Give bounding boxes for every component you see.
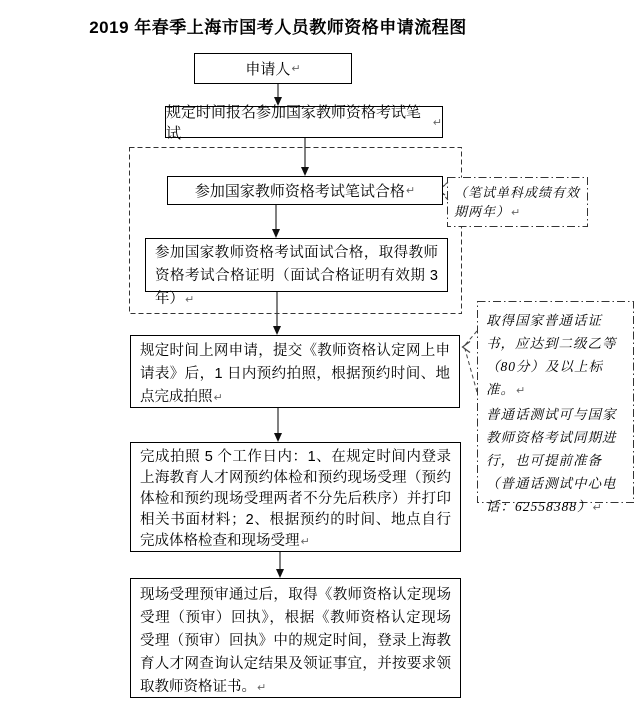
note-written-score-validity xyxy=(447,177,588,227)
arrowhead-written-to-interview xyxy=(272,229,280,238)
flow-box-appointments-within-5-days xyxy=(130,442,461,552)
flow-box-collect-certificate xyxy=(130,578,461,698)
paragraph-mark-icon: ↵ xyxy=(405,184,416,197)
flow-box-online-application xyxy=(130,335,460,408)
note-mandarin-certificate xyxy=(477,301,634,514)
paragraph-mark-icon: ↵ xyxy=(516,384,527,397)
note-paragraph xyxy=(486,403,625,519)
paragraph-mark-icon: ↵ xyxy=(213,391,223,404)
flow-step-text: 申请人 xyxy=(245,61,291,78)
flow-box-register-written-exam xyxy=(165,104,443,142)
flow-step-text: 参加国家教师资格考试面试合格，取得教师资格考试合格证明（面试合格证明有效期 3 年） xyxy=(155,245,438,307)
paragraph-mark-icon: ↵ xyxy=(300,535,310,548)
flow-box-pass-written-exam xyxy=(167,176,443,205)
arrowhead-appointments-to-certificate xyxy=(276,569,284,578)
flow-step-text: 完成拍照 5 个工作日内：1、在规定时间内登录上海教育人才网预约体检和预约现场受理（预约体检和预约现场受理两者不分先后秩序）并打印相关书面材料；2、根据预约的时间、地点自行完成体格检查和现场受理 xyxy=(140,449,451,549)
arrowhead-register-to-written-pass xyxy=(301,167,309,176)
arrowhead-interview-to-apply xyxy=(273,326,281,335)
flow-box-applicant xyxy=(194,53,352,84)
paragraph-mark-icon: ↵ xyxy=(432,115,442,129)
flow-box-pass-interview xyxy=(145,238,448,307)
flow-step-text: 规定时间报名参加国家教师资格考试笔试 xyxy=(166,104,422,142)
callout-mandarin-note-upper xyxy=(465,331,477,345)
flow-step-text: 现场受理预审通过后，取得《教师资格认定现场受理（预审）回执》，根据《教师资格认定现场受理（预审）回执》中的规定时间，登录上海教育人才网查询认定结果及领证事宜，并按要求领取教师资格证书。 xyxy=(140,587,451,695)
note-paragraph xyxy=(486,309,625,402)
note-text: 普通话测试可与国家教师资格考试同期进行，也可提前准备（普通话测试中心电话：62558388） xyxy=(486,407,617,514)
note-text: （笔试单科成绩有效期两年） xyxy=(454,185,581,219)
paragraph-mark-icon: ↵ xyxy=(592,501,603,514)
paragraph-mark-icon: ↵ xyxy=(257,681,267,694)
page-title: 2019 年春季上海市国考人员教师资格申请流程图 xyxy=(89,18,467,37)
arrowhead-apply-to-appointments xyxy=(274,433,282,442)
paragraph-mark-icon: ↵ xyxy=(185,293,195,306)
note-text: 取得国家普通话证书，应达到二级乙等（80分）及以上标准。 xyxy=(486,313,617,397)
flow-step-text: 规定时间上网申请，提交《教师资格认定网上申请表》后，1 日内预约拍照，根据预约时间、地点完成拍照 xyxy=(140,343,450,405)
paragraph-mark-icon: ↵ xyxy=(511,206,522,219)
flow-step-text: 参加国家教师资格考试笔试合格 xyxy=(194,183,405,200)
callout-mandarin-note-lower xyxy=(465,349,477,392)
paragraph-mark-icon: ↵ xyxy=(291,62,301,75)
